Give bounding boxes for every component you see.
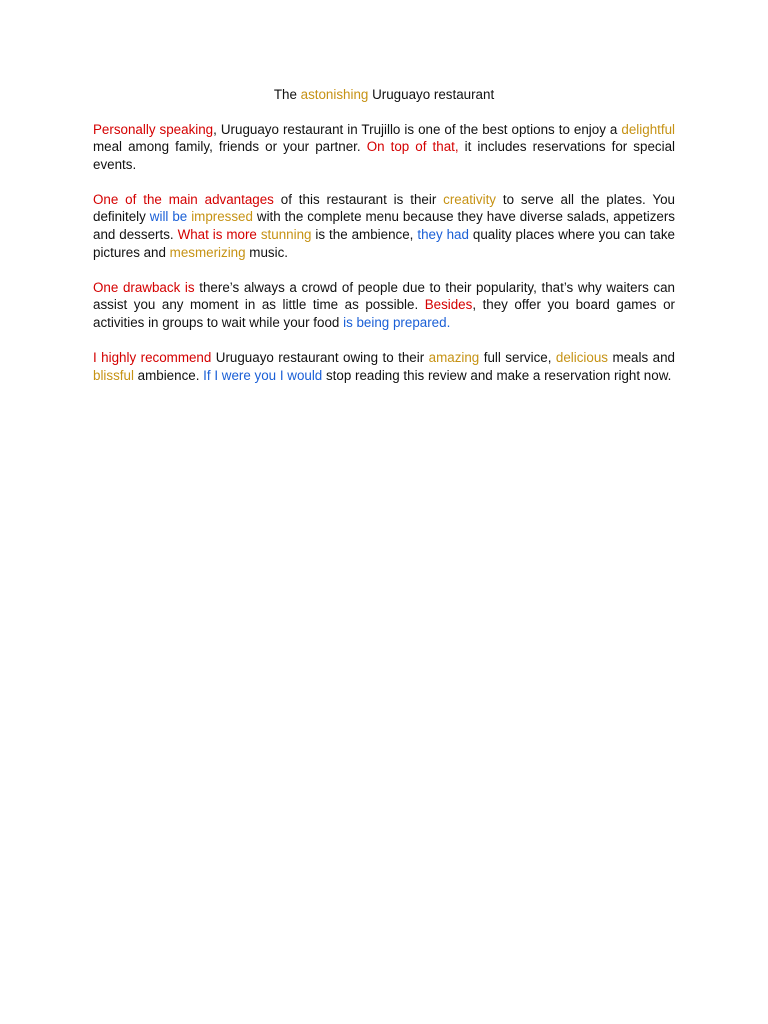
document-page [93, 86, 675, 402]
text-run: to serve all the plates. You definitely [93, 191, 675, 225]
text-run: quality places where you can take pictures and [93, 227, 675, 260]
text-run: full service, [479, 350, 556, 366]
highlighted-phrase-blue: is being prepared. [343, 314, 451, 330]
text-run: stop reading this review and make a reservation right now. [322, 367, 672, 383]
paragraph-1 [93, 121, 675, 174]
text-run: ambience. [133, 367, 204, 383]
highlighted-phrase-red: On top of that, [366, 139, 459, 155]
text-run: music. [245, 244, 288, 260]
highlighted-phrase-gold: blissful [93, 367, 134, 383]
text-run: Uruguayo restaurant owing to their [211, 350, 429, 366]
highlighted-phrase-red: What is more [177, 227, 257, 243]
paragraph-2 [93, 191, 675, 261]
text-run: is the ambience, [311, 227, 418, 243]
text-run: meals and [608, 350, 675, 366]
text-run: it includes reservations for special events. [93, 139, 675, 172]
highlighted-phrase-red: I highly recommend [93, 350, 212, 366]
paragraph-4 [93, 349, 675, 384]
highlighted-phrase-red: One of the main advantages [93, 191, 274, 207]
highlighted-phrase-gold: delightful [621, 121, 676, 137]
highlighted-phrase-gold: creativity [443, 191, 496, 207]
text-run: The [273, 87, 301, 102]
text-run: there’s always a crowd of people due to their popularity, that’s why waiters can assist you any moment in as little time as possible. [93, 279, 676, 313]
highlighted-phrase-gold: mesmerizing [169, 244, 246, 260]
highlighted-phrase-blue: If I were you I would [203, 367, 323, 383]
text-run: meal among family, friends or your partner. [93, 139, 367, 155]
highlighted-phrase-red: Besides [424, 297, 473, 313]
highlighted-phrase-gold: impressed [191, 209, 253, 225]
document-title [93, 86, 675, 104]
text-run: , they offer you board games or activities in groups to wait while your food [93, 297, 675, 330]
highlighted-phrase-gold: astonishing [300, 87, 369, 102]
highlighted-phrase-red: Personally speaking [93, 121, 214, 137]
highlighted-phrase-blue: will be [149, 209, 188, 225]
text-run: of this restaurant is their [273, 191, 444, 207]
text-run: Uruguayo restaurant [368, 87, 495, 102]
highlighted-phrase-gold: delicious [555, 350, 608, 366]
paragraph-3 [93, 279, 675, 332]
text-run: , Uruguayo restaurant in Trujillo is one of the best options to enjoy a [213, 121, 622, 137]
document-body [93, 121, 675, 385]
highlighted-phrase-red: One drawback is [93, 279, 195, 295]
highlighted-phrase-gold: stunning [260, 227, 312, 243]
text-run: with the complete menu because they have diverse salads, appetizers and desserts. [93, 209, 675, 243]
highlighted-phrase-blue: they had [417, 227, 469, 243]
highlighted-phrase-gold: amazing [428, 350, 480, 366]
